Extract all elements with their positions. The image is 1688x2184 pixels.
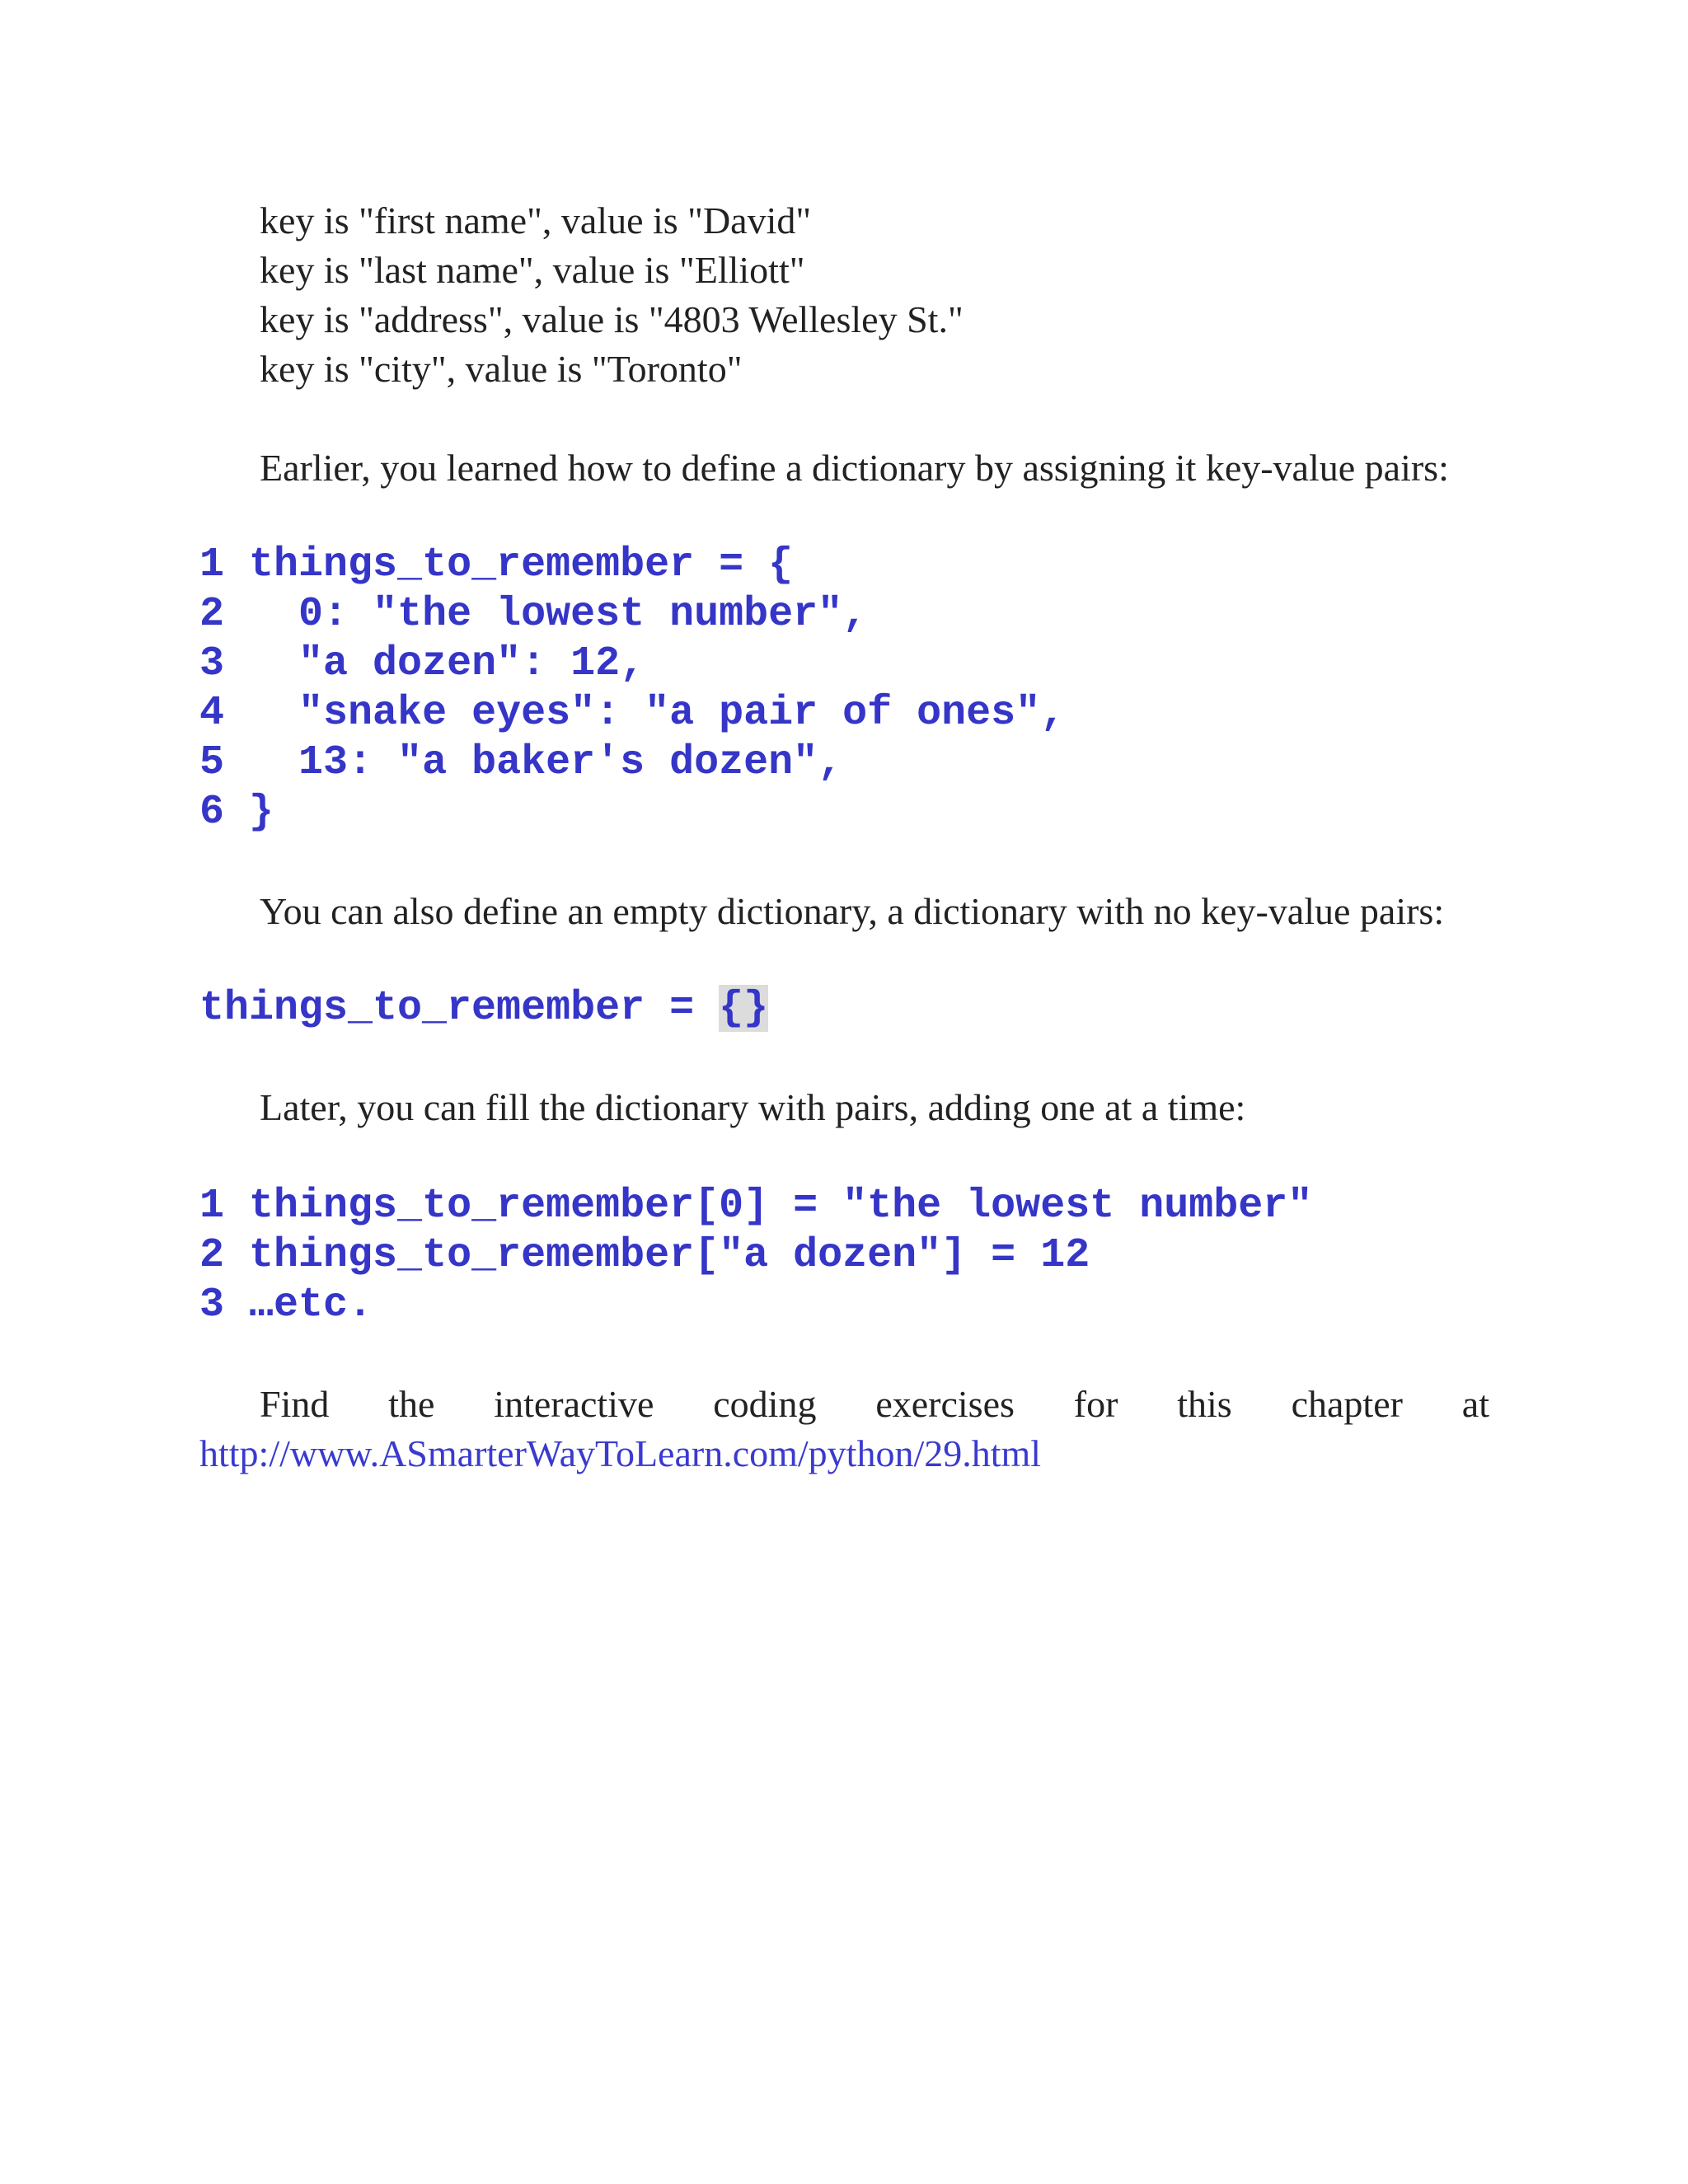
line-number: 2 — [199, 1232, 225, 1279]
line-number: 3 — [199, 640, 225, 687]
paragraph-empty-dictionary: You can also define an empty dictionary, a dictionary with no key-value pairs: — [260, 890, 1445, 932]
code-line — [199, 738, 1489, 788]
code-text: 0: "the lowest number", — [249, 591, 868, 638]
exercises-link[interactable]: http://www.ASmarterWayToLearn.com/python/29.html — [199, 1432, 1042, 1474]
code-text: } — [249, 789, 274, 836]
line-number: 2 — [199, 591, 225, 638]
code-text: "a dozen": 12, — [249, 640, 645, 687]
code-line — [199, 689, 1489, 738]
line-number: 3 — [199, 1282, 225, 1329]
line-number: 4 — [199, 690, 225, 737]
code-text: …etc. — [249, 1282, 373, 1329]
code-block-assign-pairs — [199, 1182, 1489, 1330]
code-text: things_to_remember = { — [249, 541, 794, 588]
code-text: 13: "a baker's dozen", — [249, 739, 843, 786]
key-value-list — [199, 196, 1489, 394]
code-line — [199, 640, 1489, 689]
code-text: "snake eyes": "a pair of ones", — [249, 690, 1066, 737]
code-line — [199, 1182, 1489, 1231]
code-block-empty-dictionary — [199, 984, 1489, 1033]
code-line — [199, 1281, 1489, 1330]
code-text: things_to_remember[0] = "the lowest number" — [249, 1183, 1313, 1230]
line-number: 1 — [199, 1183, 225, 1230]
key-value-line: key is "city", value is "Toronto" — [260, 348, 743, 390]
code-line — [199, 1231, 1489, 1281]
paragraph-exercises — [199, 1380, 1489, 1479]
highlighted-braces: {} — [719, 985, 769, 1032]
exercises-text: Find the interactive coding exercises for this chapter at — [260, 1383, 1489, 1425]
key-value-line: key is "first name", value is "David" — [260, 199, 812, 241]
line-number: 5 — [199, 739, 225, 786]
key-value-line: key is "last name", value is "Elliott" — [260, 249, 805, 291]
line-number: 1 — [199, 541, 225, 588]
paragraph-fill-dictionary: Later, you can fill the dictionary with pairs, adding one at a time: — [260, 1086, 1246, 1128]
code-line — [199, 590, 1489, 640]
code-text: things_to_remember["a dozen"] = 12 — [249, 1232, 1090, 1279]
paragraph-define-dictionary: Earlier, you learned how to define a dictionary by assigning it key-value pairs: — [260, 447, 1449, 489]
code-text: things_to_remember = — [199, 985, 720, 1032]
code-line — [199, 541, 1489, 590]
document-page — [199, 196, 1489, 1479]
line-number: 6 — [199, 789, 225, 836]
code-block-dictionary-literal — [199, 541, 1489, 837]
code-line — [199, 788, 1489, 837]
key-value-line: key is "address", value is "4803 Wellesley St." — [260, 298, 964, 340]
